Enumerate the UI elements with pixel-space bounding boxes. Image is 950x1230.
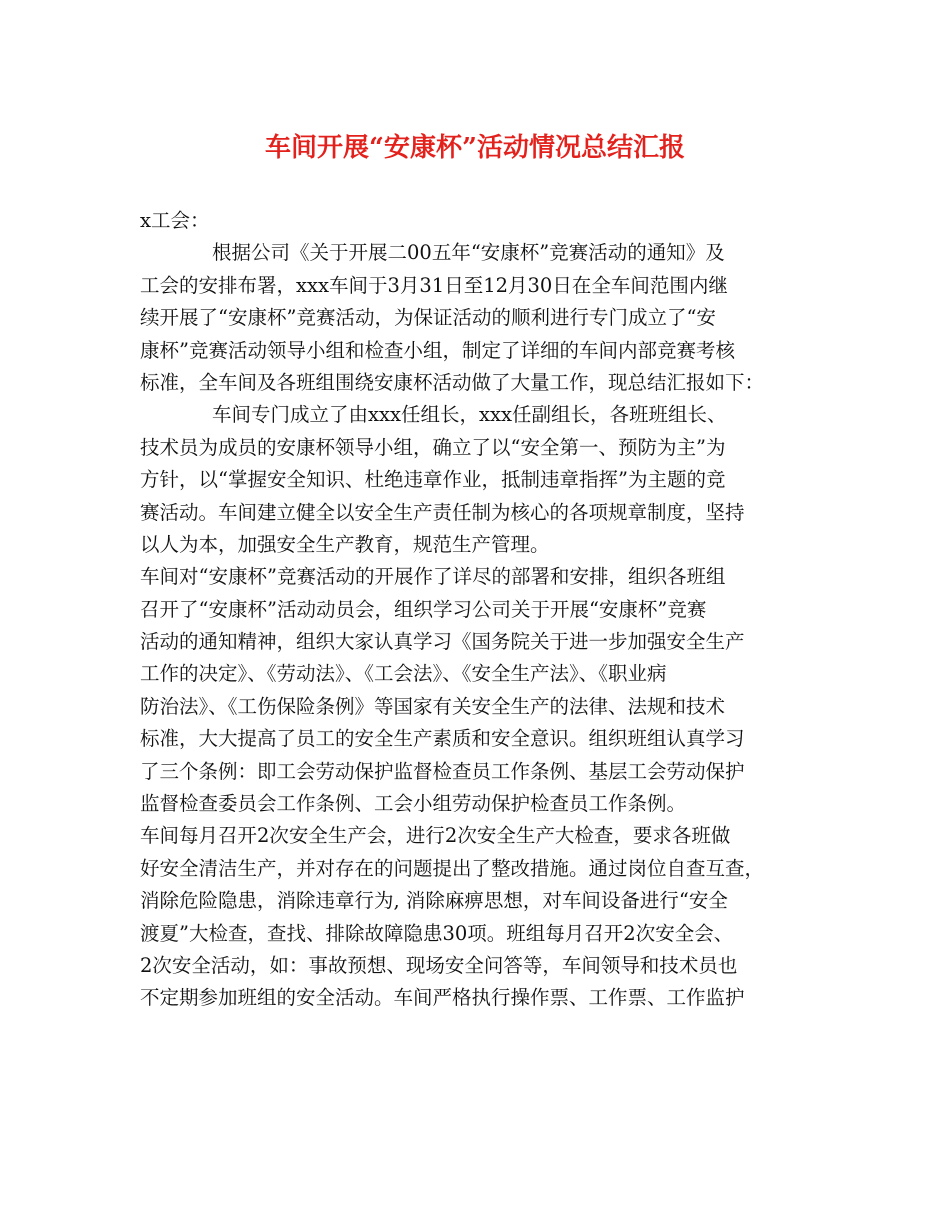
paragraph-3-line: 工作的决定》、《劳动法》、《工会法》、《安全生产法》、《职业病: [140, 662, 667, 686]
paragraph-3-line: 活动的通知精神，组织大家认真学习《国务院关于进一步加强安全生产: [140, 630, 745, 654]
document-body: [140, 205, 830, 1015]
paragraph-2-line: 以人为本，加强安全生产教育，规范生产管理。: [140, 532, 550, 556]
paragraph-4-line: 车间每月召开2次安全生产会，进行2次安全生产大检查，要求各班做: [140, 824, 731, 848]
paragraph-3-line: 了三个条例：即工会劳动保护监督检查员工作条例、基层工会劳动保护: [140, 759, 745, 783]
paragraph-2-line: 方针，以“掌握安全知识、杜绝违章作业，抵制违章指挥”为主题的竞: [140, 468, 726, 492]
paragraph-4-line: 消除危险隐患，消除违章行为, 消除麻痹思想，对车间设备进行“安全: [140, 889, 728, 913]
paragraph-3-line: 召开了“安康杯”活动动员会，组织学习公司关于开展“安康杯”竞赛: [140, 597, 707, 621]
paragraph-4-line: 2次安全活动，如：事故预想、现场安全问答等，车间领导和技术员也: [140, 953, 738, 977]
paragraph-1-line: 康杯”竞赛活动领导小组和检查小组，制定了详细的车间内部竞赛考核: [140, 338, 735, 362]
paragraph-4-line: 渡夏”大检查，查找、排除故障隐患30项。班组每月召开2次安全会、: [140, 921, 734, 945]
paragraph-1-line: 工会的安排布署，xxx车间于3月31日至12月30日在全车间范围内继: [140, 273, 728, 297]
paragraph-4-line: 好安全清洁生产，并对存在的问题提出了整改措施。通过岗位自查互查，: [140, 856, 765, 880]
paragraph-1-line: 续开展了“安康杯”竞赛活动，为保证活动的顺利进行专门成立了“安: [140, 306, 716, 330]
paragraph-2-line: 车间专门成立了由xxx任组长，xxx任副组长，各班班组长、: [212, 403, 727, 427]
paragraph-1-line: 标准，全车间及各班组围绕安康杯活动做了大量工作，现总结汇报如下：: [140, 370, 765, 394]
paragraph-3-line: 标准，大大提高了员工的安全生产素质和安全意识。组织班组认真学习: [140, 727, 745, 751]
paragraph-4-line: 不定期参加班组的安全活动。车间严格执行操作票、工作票、工作监护: [140, 986, 745, 1010]
salutation: x工会：: [140, 209, 210, 232]
paragraph-3-line: 防治法》、《工伤保险条例》等国家有关安全生产的法律、法规和技术: [140, 694, 726, 718]
paragraph-2-line: 技术员为成员的安康杯领导小组，确立了以“安全第一、预防为主”为: [140, 435, 726, 459]
paragraph-3-line: 监督检查委员会工作条例、工会小组劳动保护检查员工作条例。: [140, 792, 687, 816]
paragraph-2-line: 赛活动。车间建立健全以安全生产责任制为核心的各项规章制度，坚持: [140, 500, 745, 524]
document-title: 车间开展“安康杯”活动情况总结汇报: [265, 133, 685, 163]
paragraph-1-line: 根据公司《关于开展二00五年“安康杯”竞赛活动的通知》及: [212, 241, 725, 265]
paragraph-3-line: 车间对“安康杯”竞赛活动的开展作了详尽的部署和安排，组织各班组: [140, 565, 726, 589]
